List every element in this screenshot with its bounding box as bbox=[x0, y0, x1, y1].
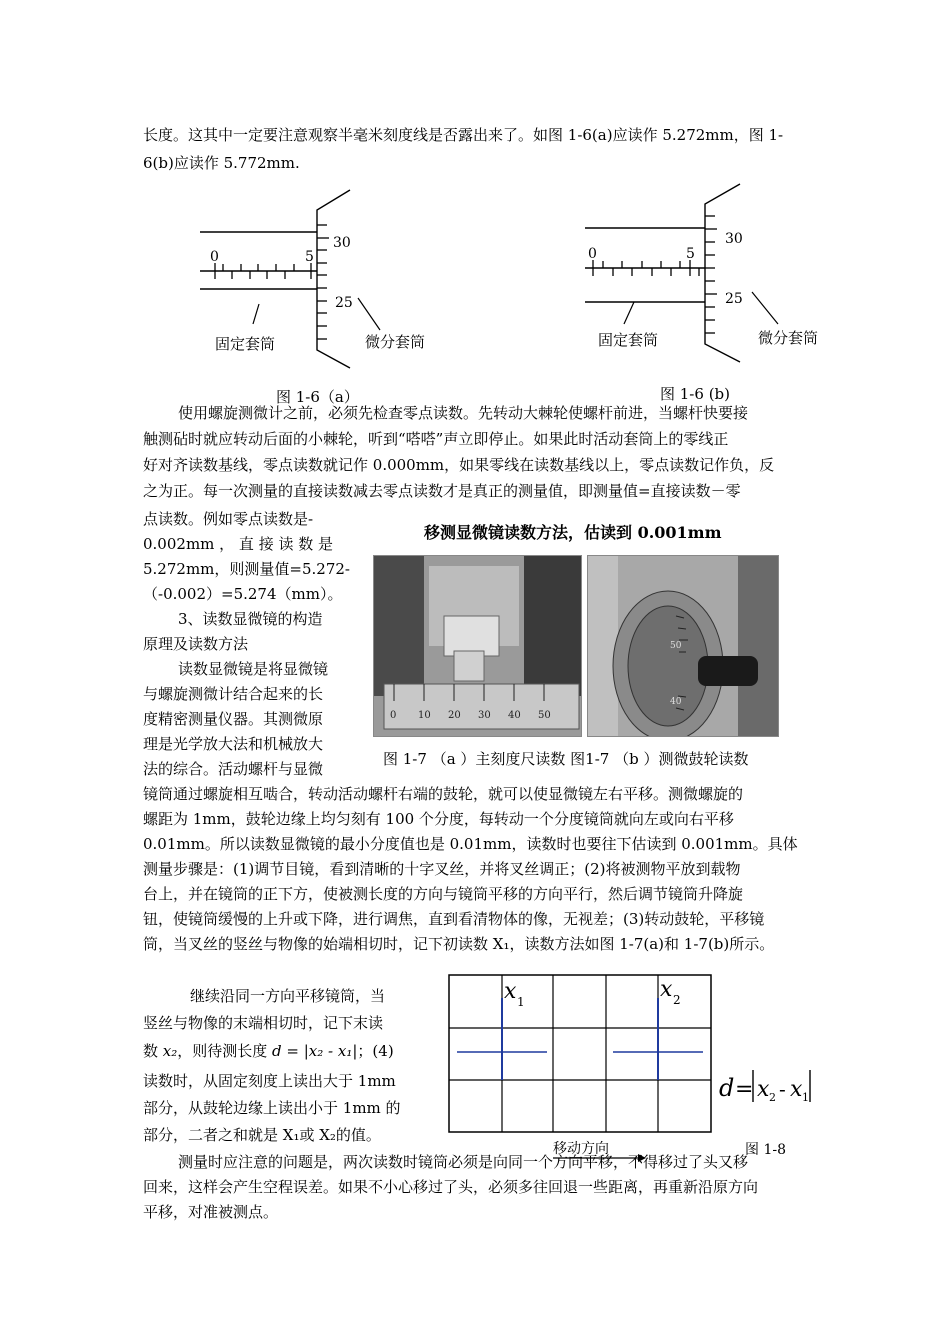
fig18-formula-d: d bbox=[719, 1074, 735, 1102]
ruler-mark-30: 30 bbox=[478, 710, 491, 721]
left-col-line-6: 原理及读数方法 bbox=[143, 635, 249, 653]
ruler-mark-10: 10 bbox=[418, 710, 431, 721]
fig18-caption: 图 1-8 bbox=[745, 1142, 786, 1158]
fig18-x2-sub: 2 bbox=[673, 993, 681, 1007]
fig16a-label-thimble: 微分套筒 bbox=[365, 333, 426, 351]
fig18-formula-minus: - bbox=[779, 1077, 786, 1101]
fig16b-tick-5: 5 bbox=[686, 246, 695, 262]
left-col-line-5: 3、读数显微镜的构造 bbox=[178, 610, 323, 628]
fig16a-tick-0: 0 bbox=[210, 249, 219, 265]
para-zero-line-2: 触测砧时就应转动后面的小棘轮，听到“嗒嗒”声立即停止。如果此时活动套筒上的零线正 bbox=[143, 430, 729, 448]
left-col-line-10: 理是光学放大法和机械放大 bbox=[143, 735, 324, 753]
fig16a-caption: 图 1-6（a） bbox=[276, 388, 359, 406]
ruler-mark-20: 20 bbox=[448, 710, 461, 721]
fig16b-label-sleeve: 固定套筒 bbox=[598, 331, 659, 349]
left-col-line-11: 法的综合。活动螺杆与显微 bbox=[143, 760, 324, 778]
ruler-mark-40: 40 bbox=[508, 710, 521, 721]
left-col-line-1: 点读数。例如零点读数是- bbox=[143, 510, 314, 528]
para-zero-line-4: 之为正。每一次测量的直接读数减去零点读数才是真正的测量值，即测量值=直接读数－零 bbox=[143, 482, 741, 500]
fig16b-caption: 图 1-6 (b) bbox=[660, 385, 730, 403]
left-col2-line-3 bbox=[143, 1041, 394, 1061]
para-note-line-3: 平移，对准被测点。 bbox=[143, 1203, 279, 1221]
left-col2-line-6: 部分，二者之和就是 X₁或 X₂的值。 bbox=[143, 1126, 381, 1144]
fig16a-tick-5: 5 bbox=[305, 249, 314, 265]
ruler-mark-50: 50 bbox=[538, 710, 551, 721]
fig18-formula-x2-sub: 2 bbox=[769, 1091, 776, 1104]
fig16a-drum-25: 25 bbox=[335, 295, 353, 311]
para-zero-line-1: 使用螺旋测微计之前，必须先检查零点读数。先转动大棘轮使螺杆前进，当螺杆快要接 bbox=[178, 404, 749, 422]
fig18-formula-x1-sub: 1 bbox=[802, 1091, 809, 1104]
left-col2-l3-post: ；(4) bbox=[357, 1042, 394, 1060]
para-micro-line-4: 测量步骤是：(1)调节目镜，看到清晰的十字叉丝，并将叉丝调正；(2)将被测物平放到载物 bbox=[143, 860, 741, 878]
left-col2-line-5: 部分，从鼓轮边缘上读出小于 1mm 的 bbox=[143, 1099, 401, 1117]
left-col-line-7: 读数显微镜是将显微镜 bbox=[178, 660, 329, 678]
para-note-line-2: 回来，这样会产生空程误差。如果不小心移过了头，必须多往回退一些距离，再重新沿原方向 bbox=[143, 1178, 759, 1196]
left-col-line-2: 0.002mm ， 直 接 读 数 是 bbox=[143, 535, 333, 553]
fig17-caption: 图 1-7 （a ）主刻度尺读数 图1-7 （b ）测微鼓轮读数 bbox=[383, 750, 749, 768]
para-note-line-1: 测量时应注意的问题是，两次读数时镜筒必须是向同一个方向平移，不得移过了头又移 bbox=[178, 1153, 749, 1171]
fig18-x1-sub: 1 bbox=[517, 995, 525, 1009]
para-micro-line-5: 台上，并在镜筒的正下方，使被测长度的方向与镜筒平移的方向平行，然后调节镜筒升降旋 bbox=[143, 885, 744, 903]
para-micro-line-1: 镜筒通过螺旋相互啮合，转动活动螺杆右端的鼓轮，就可以使显微镜左右平移。测微螺旋的 bbox=[143, 785, 744, 803]
drum-mark-50: 50 bbox=[670, 641, 682, 651]
figure-1-6a bbox=[195, 180, 455, 380]
fig17b-photo bbox=[587, 555, 779, 737]
left-col-line-3: 5.272mm，则测量值=5.272- bbox=[143, 560, 350, 578]
figure-1-8 bbox=[440, 968, 820, 1168]
left-col-line-4: （-0.002）=5.274（mm）。 bbox=[143, 585, 343, 603]
left-col-line-9: 度精密测量仪器。其测微原 bbox=[143, 710, 324, 728]
left-col2-l3-var: x₂ bbox=[162, 1042, 178, 1060]
figure-1-6b bbox=[580, 176, 840, 376]
left-col-line-8: 与螺旋测微计结合起来的长 bbox=[143, 685, 324, 703]
fig18-formula-x1: x bbox=[790, 1077, 803, 1102]
para-micro-line-7: 筒，当叉丝的竖丝与物像的始端相切时，记下初读数 X₁，读数方法如图 1-7(a)和 1-7(b)所示。 bbox=[143, 935, 775, 953]
fig18-direction: 移动方向 bbox=[553, 1141, 609, 1157]
fig16b-tick-0: 0 bbox=[588, 246, 597, 262]
drum-mark-40: 40 bbox=[670, 697, 682, 707]
left-col2-line-2: 竖丝与物像的末端相切时，记下末读 bbox=[143, 1014, 384, 1032]
fig18-x1: x bbox=[504, 979, 517, 1004]
fig16a-drum-30: 30 bbox=[333, 235, 351, 251]
left-col2-l3-mid: ，则待测长度 bbox=[177, 1042, 273, 1060]
length-formula: d = |x₂ - x₁| bbox=[272, 1042, 358, 1060]
fig16b-drum-25: 25 bbox=[725, 291, 743, 307]
fig18-x2: x bbox=[660, 977, 673, 1002]
fig16b-drum-30: 30 bbox=[725, 231, 743, 247]
intro-line-2: 6(b)应读作 5.772mm. bbox=[143, 154, 300, 172]
para-micro-line-2: 螺距为 1mm，鼓轮边缘上均匀刻有 100 个分度，每转动一个分度镜筒就向左或向右平移 bbox=[143, 810, 734, 828]
fig16a-label-sleeve: 固定套筒 bbox=[215, 335, 276, 353]
left-col2-l3-pre: 数 bbox=[143, 1042, 163, 1060]
fig17-title: 移测显微镜读数方法，估读到 0.001mm bbox=[424, 523, 722, 542]
ruler-mark-0: 0 bbox=[390, 710, 397, 721]
left-col2-line-4: 读数时，从固定刻度上读出大于 1mm bbox=[143, 1072, 396, 1090]
para-micro-line-3: 0.01mm。所以读数显微镜的最小分度值也是 0.01mm，读数时也要往下估读到 0.001mm。具体 bbox=[143, 835, 798, 853]
fig18-formula-eq: = bbox=[735, 1077, 754, 1102]
intro-line-1: 长度。这其中一定要注意观察半毫米刻度线是否露出来了。如图 1-6(a)应读作 5.272mm，图 1- bbox=[143, 126, 784, 144]
fig18-formula-x2: x bbox=[757, 1077, 770, 1102]
para-zero-line-3: 好对齐读数基线，零点读数就记作 0.000mm，如果零线在读数基线以上，零点读数记作负，反 bbox=[143, 456, 775, 474]
fig16b-label-thimble: 微分套筒 bbox=[758, 329, 819, 347]
fig17a-photo bbox=[373, 555, 582, 737]
para-micro-line-6: 钮，使镜筒缓慢的上升或下降，进行调焦，直到看清物体的像，无视差；(3)转动鼓轮，平移镜 bbox=[143, 910, 765, 928]
left-col2-line-1: 继续沿同一方向平移镜筒，当 bbox=[190, 987, 386, 1005]
